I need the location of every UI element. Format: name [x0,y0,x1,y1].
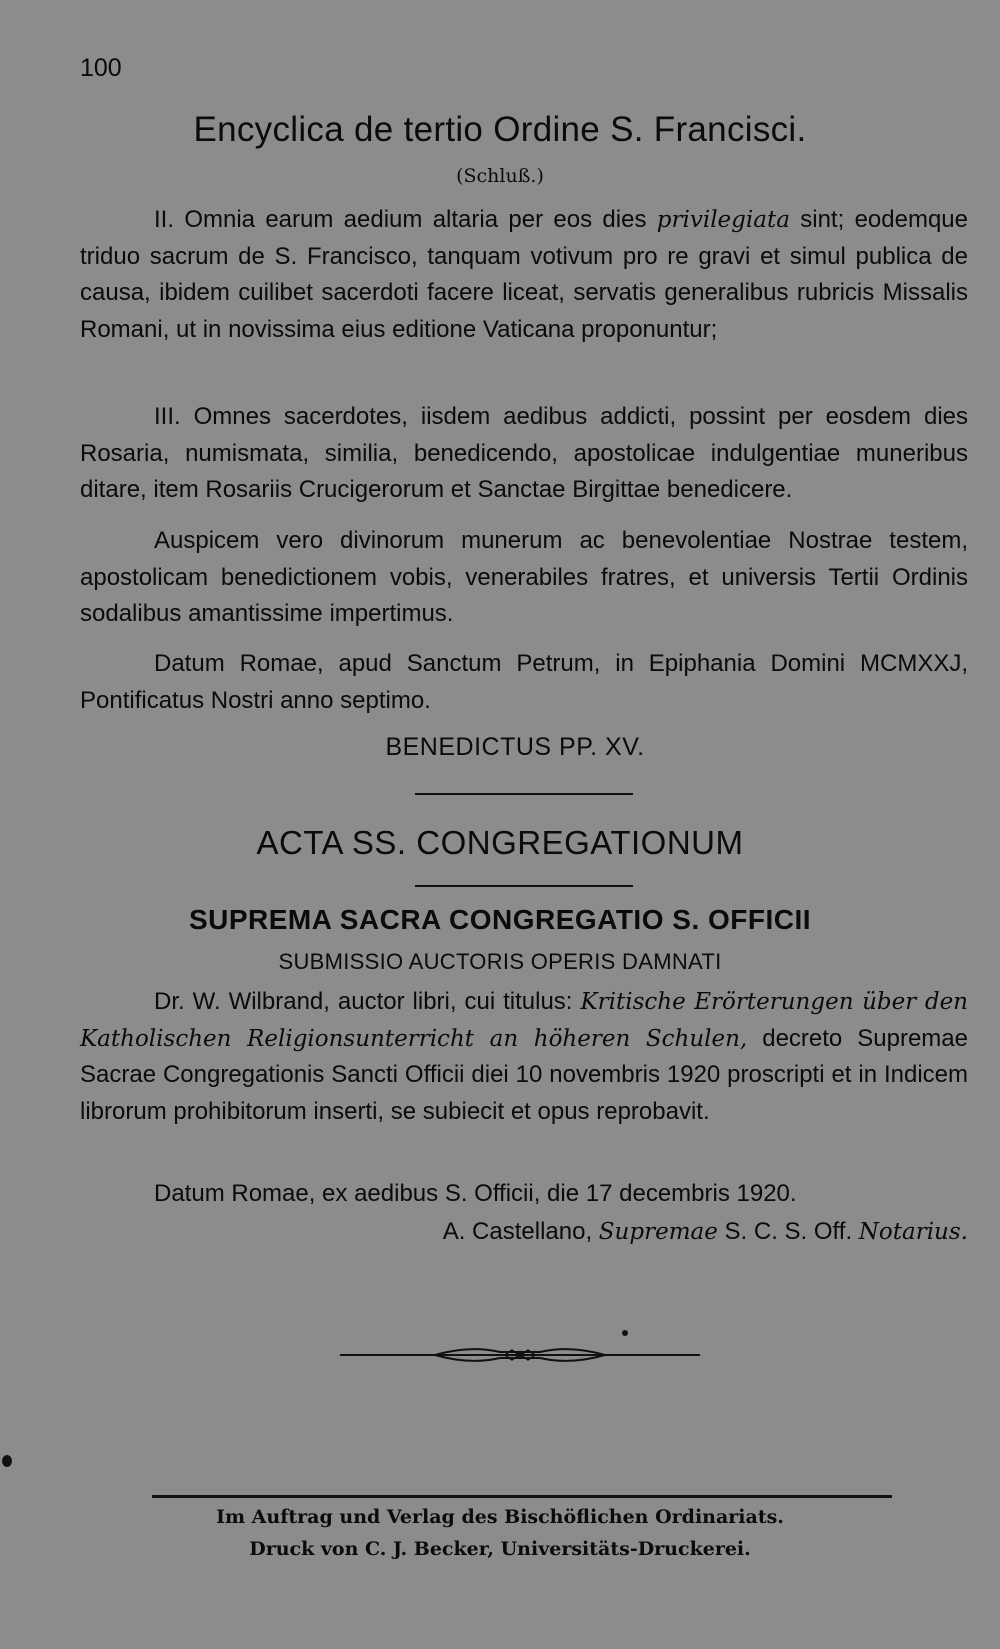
subsection-heading: SUPREMA SACRA CONGREGATIO S. OFFICII [188,904,812,935]
paragraph-ii-emphasis: privilegiata [656,207,790,233]
paragraph-datum-2 [80,1176,968,1213]
page-number: 100 [80,54,122,82]
footer-printer: Druck von C. J. Becker, Universitäts-Druckerei. [249,1538,751,1560]
signature-castellano-name: A. Castellano, [442,1218,599,1245]
paragraph-auspicem [80,523,968,633]
speck-mark [2,1455,12,1467]
paragraph-wilbrand-start: Dr. W. Wilbrand, auctor libri, cui titulus: [154,988,581,1015]
book-title: Kritische Erörterungen über den Katholischen Religionsunterricht an höheren Schulen, [80,989,968,1052]
separator-rule [415,885,633,887]
encyclical-title: Encyclica de tertio Ordine S. Francisci. [193,110,807,149]
paragraph-iii-text: III. Omnes sacerdotes, iisdem aedibus addicti, possint per eosdem dies Rosaria, numismata, similia, benedicendo, apostolicae indulgentiae muneribus ditare, item Rosariis Crucigerorum et Sanctae Birgittae benedicere. [80,403,968,503]
continuation-mark: (Schluß.) [456,165,544,187]
paragraph-datum-1-text: Datum Romae, apud Sanctum Petrum, in Epiphania Domini MCMXXJ, Pontificatus Nostri anno septimo. [80,650,968,714]
footer-publisher: Im Auftrag und Verlag des Bischöflichen Ordinariats. [216,1506,784,1528]
paragraph-ii [80,202,968,348]
section-heading: ACTA SS. CONGREGATIONUM [256,824,744,861]
paragraph-datum-2-text: Datum Romae, ex aedibus S. Officii, die 17 decembris 1920. [154,1180,797,1207]
paragraph-ii-end: sint; eodemque triduo sacrum de S. Francisco, tanquam votivum pro re gravi et simul publica de causa, ibidem cuilibet sacerdoti facere liceat, servatis generalibus rubricis Missalis Romani, ut in novissima eius editione Vaticana proponuntur; [80,206,969,343]
paragraph-ii-start: II. Omnia earum aedium altaria per eos dies [154,206,657,233]
paragraph-datum-1 [80,646,968,719]
signature-benedictus: BENEDICTUS PP. XV. [385,733,645,761]
paragraph-wilbrand-end: decreto Supremae Sacrae Congregationis Sancti Officii diei 10 novembris 1920 proscripti et in Indicem librorum prohibitorum inserti, se subiecit et opus reprobavit. [80,1024,968,1125]
signature-castellano [443,1218,968,1246]
signature-castellano-emph1: Supremae [598,1219,718,1245]
signature-castellano-emph2: Notarius. [858,1219,968,1245]
footer-rule [152,1495,892,1498]
subsection-subheading: SUBMISSIO AUCTORIS OPERIS DAMNATI [278,949,722,974]
separator-rule [415,793,633,795]
speck-mark [622,1330,628,1336]
paragraph-wilbrand [80,984,968,1130]
paragraph-auspicem-text: Auspicem vero divinorum munerum ac benevolentiae Nostrae testem, apostolicam benedictionem vobis, venerabiles fratres, et universis Tertii Ordinis sodalibus amantissime impertimus. [80,527,968,627]
paragraph-iii [80,399,968,509]
ornament-divider [340,1340,700,1370]
signature-castellano-middle: S. C. S. Off. [717,1218,859,1245]
